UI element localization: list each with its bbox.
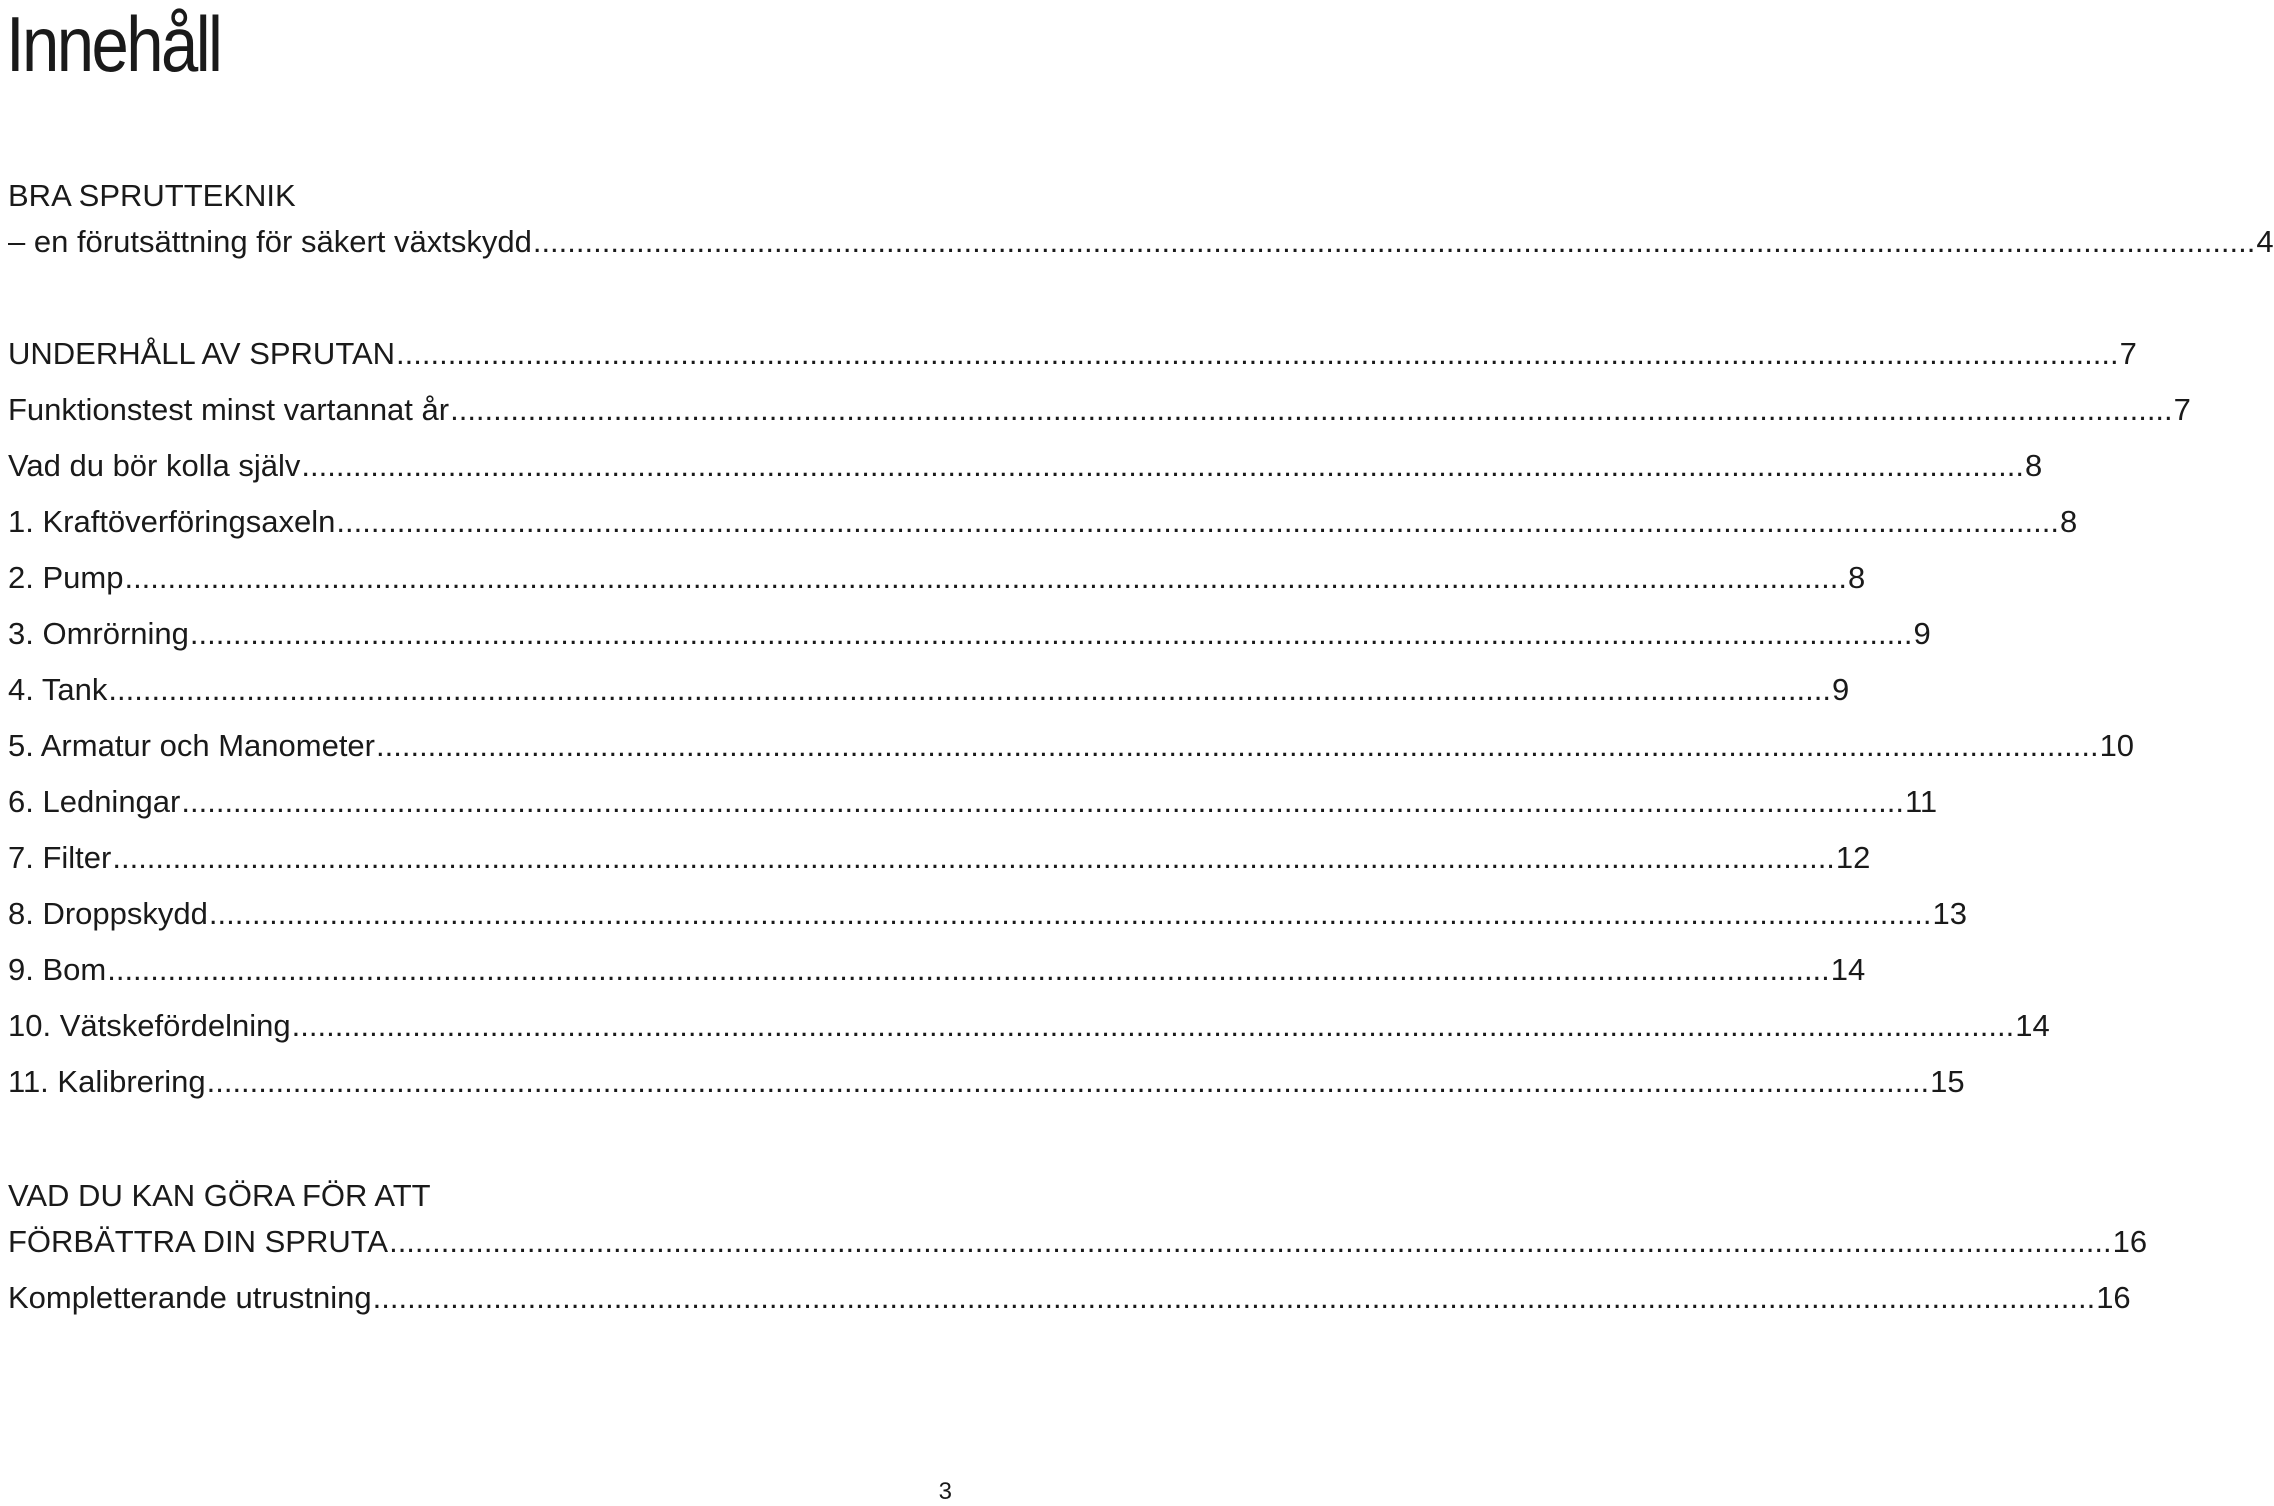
toc-entry[interactable] (8, 952, 1866, 992)
dot-leader: ........................................................................................................................................................................................................ (112, 840, 1835, 875)
dot-leader: ........................................................................................................................................................................................................ (107, 952, 1830, 987)
toc-entry[interactable] (8, 448, 2043, 488)
dot-leader: ........................................................................................................................................................................................................ (450, 392, 2173, 427)
section-heading: VAD DU KAN GÖRA FÖR ATT (8, 1178, 431, 1213)
section-heading: BRA SPRUTTEKNIK (8, 178, 296, 213)
dot-leader: ........................................................................................................................................................................................................ (291, 1008, 2015, 1043)
toc-entry[interactable] (8, 728, 2135, 768)
toc-entry-page: 15 (1930, 1064, 1965, 1099)
dot-leader: ........................................................................................................................................................................................................ (532, 224, 2256, 259)
toc-entry-page: 12 (1835, 840, 1871, 875)
toc-entry-label: 11. Kalibrering (8, 1064, 206, 1099)
toc-entry[interactable] (8, 224, 2274, 264)
dot-leader: ........................................................................................................................................................................................................ (372, 1280, 2096, 1315)
toc-entry-page: 8 (2024, 448, 2043, 483)
dot-leader: ........................................................................................................................................................................................................ (108, 672, 1831, 707)
toc-entry-label: – en förutsättning för säkert växtskydd (8, 224, 532, 259)
toc-entry-page: 9 (1831, 672, 1850, 707)
dot-leader: ........................................................................................................................................................................................................ (206, 1064, 1930, 1099)
toc-entry-page: 4 (2256, 224, 2274, 259)
toc-entry[interactable] (8, 504, 2078, 544)
toc-entry-label: 3. Omrörning (8, 616, 189, 651)
toc-entry-label: 1. Kraftöverföringsaxeln (8, 504, 336, 539)
page-number: 3 (938, 1478, 952, 1505)
toc-entry[interactable] (8, 336, 2137, 376)
toc-entry-label: UNDERHÅLL AV SPRUTAN (8, 336, 396, 371)
toc-entry-page: 13 (1932, 896, 1967, 931)
toc-entry[interactable] (8, 1224, 2148, 1264)
toc-entry[interactable] (8, 784, 1938, 824)
toc-entry[interactable] (8, 896, 1967, 936)
dot-leader: ........................................................................................................................................................................................................ (181, 784, 1904, 819)
toc-entry[interactable] (8, 840, 1871, 880)
toc-entry[interactable] (8, 392, 2191, 432)
dot-leader: ........................................................................................................................................................................................................ (124, 560, 1848, 595)
dot-leader: ........................................................................................................................................................................................................ (376, 728, 2099, 763)
toc-entry[interactable] (8, 616, 1931, 656)
toc-entry-page: 8 (1848, 560, 1866, 595)
toc-entry-label: 10. Vätskefördelning (8, 1008, 291, 1043)
toc-entry-page: 11 (1904, 784, 1938, 819)
dot-leader: ........................................................................................................................................................................................................ (301, 448, 2024, 483)
toc-entry-label: 4. Tank (8, 672, 108, 707)
toc-entry-page: 7 (2173, 392, 2191, 427)
toc-entry-label: 8. Droppskydd (8, 896, 208, 931)
toc-entry-page: 7 (2119, 336, 2137, 371)
dot-leader: ........................................................................................................................................................................................................ (336, 504, 2059, 539)
toc-entry-page: 10 (2099, 728, 2135, 763)
page-title: Innehåll (6, 0, 221, 88)
toc-entry[interactable] (8, 1008, 2050, 1048)
toc-entry-label: 6. Ledningar (8, 784, 181, 819)
toc-entry-label: 7. Filter (8, 840, 112, 875)
dot-leader: ........................................................................................................................................................................................................ (208, 896, 1932, 931)
toc-entry[interactable] (8, 672, 1850, 712)
toc-entry-label: Vad du bör kolla själv (8, 448, 301, 483)
toc-entry[interactable] (8, 560, 1866, 600)
toc-entry-page: 16 (2112, 1224, 2148, 1259)
toc-entry-page: 9 (1913, 616, 1931, 651)
toc-entry-label: 9. Bom (8, 952, 107, 987)
toc-entry-page: 14 (2015, 1008, 2050, 1043)
toc-entry-page: 14 (1830, 952, 1866, 987)
dot-leader: ........................................................................................................................................................................................................ (396, 336, 2119, 371)
toc-entry[interactable] (8, 1064, 1965, 1104)
toc-entry-label: Funktionstest minst vartannat år (8, 392, 450, 427)
toc-entry-label: Kompletterande utrustning (8, 1280, 372, 1315)
dot-leader: ........................................................................................................................................................................................................ (389, 1224, 2112, 1259)
toc-entry-page: 16 (2096, 1280, 2131, 1315)
toc-entry-label: 2. Pump (8, 560, 124, 595)
dot-leader: ........................................................................................................................................................................................................ (189, 616, 1913, 651)
toc-entry[interactable] (8, 1280, 2131, 1320)
toc-entry-label: FÖRBÄTTRA DIN SPRUTA (8, 1224, 389, 1259)
toc-entry-page: 8 (2059, 504, 2078, 539)
toc-entry-label: 5. Armatur och Manometer (8, 728, 375, 763)
